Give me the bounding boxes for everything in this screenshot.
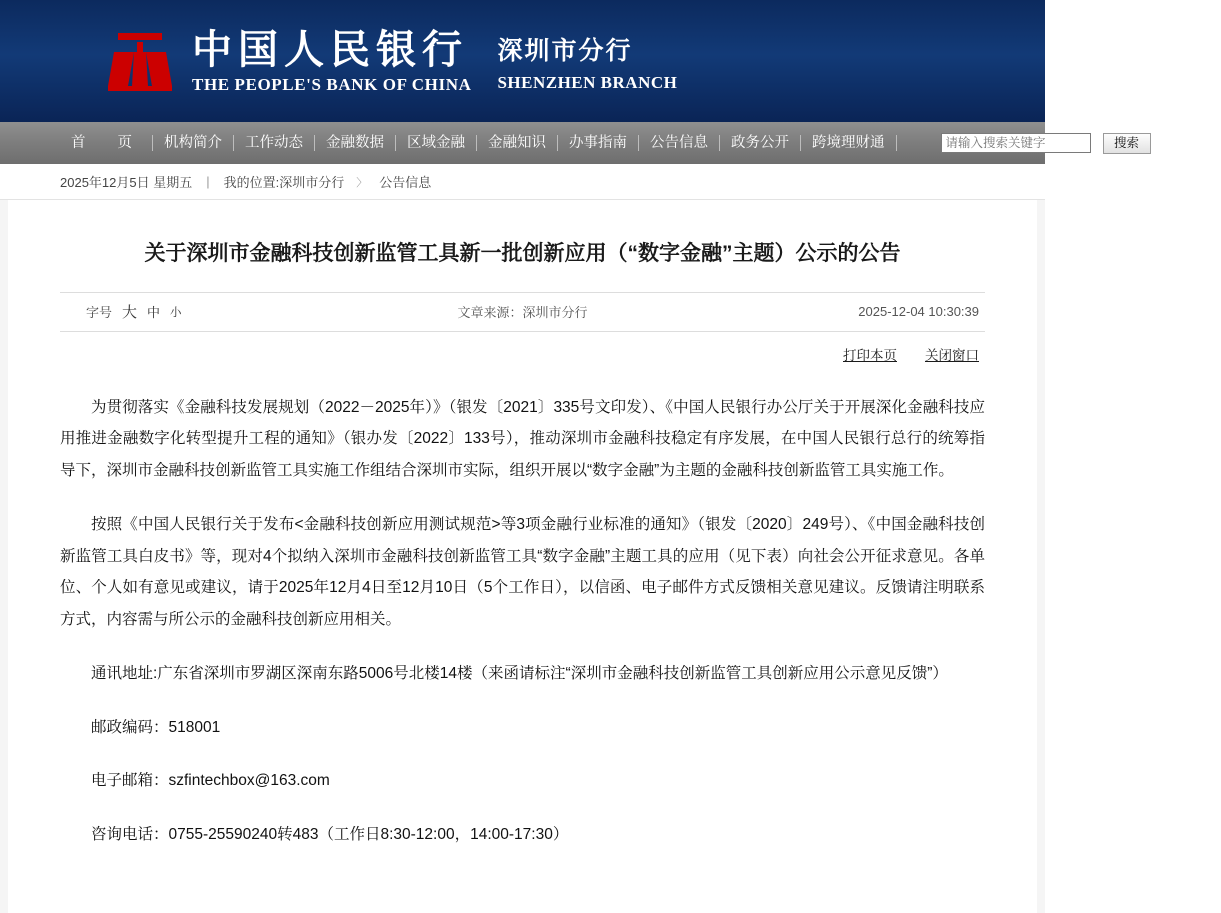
nav-item-announcements[interactable]: 公告信息 bbox=[639, 135, 720, 151]
article-paragraph-postcode: 邮政编码：518001 bbox=[91, 718, 221, 736]
article-paragraph: 为贯彻落实《金融科技发展规划（2022－2025年）》（银发〔2021〕335号文印发）、《中国人民银行办公厅关于开展深化金融科技应用推进金融数字化转型提升工程的通知》（银办发〔2022〕133号），推动深圳市金融科技稳定有序发展，在中国人民银行总行的统筹指导下，深圳市金融科技创新监管工具实施工作组结合深圳市实际，组织开展以“数字金融”为主题的金融科技创新监管工具实施工作。 bbox=[60, 398, 985, 480]
main-navigation bbox=[0, 122, 1221, 164]
nav-item-government-affairs[interactable]: 政务公开 bbox=[720, 135, 801, 151]
chevron-right-icon: 〉 bbox=[356, 176, 368, 189]
page-title: 关于深圳市金融科技创新监管工具新一批创新应用（“数字金融”主题）公示的公告 bbox=[144, 242, 901, 265]
article-tools bbox=[60, 332, 985, 376]
fontsize-medium-button[interactable]: 中 bbox=[147, 305, 161, 320]
fontsize-small-button[interactable]: 小 bbox=[170, 306, 182, 319]
article-body bbox=[60, 392, 985, 851]
breadcrumb-divider: | bbox=[206, 174, 210, 189]
site-header-banner bbox=[0, 0, 1045, 122]
article-source-value: 深圳市分行 bbox=[522, 305, 588, 320]
content-background bbox=[0, 200, 1045, 913]
nav-item-financial-data[interactable]: 金融数据 bbox=[315, 135, 396, 151]
advanced-search-link[interactable]: 高级搜索 bbox=[1164, 135, 1221, 151]
search-area bbox=[941, 133, 1221, 154]
breadcrumb-location-label: 我的位置: bbox=[223, 175, 280, 190]
nav-item-home[interactable]: 首 页 bbox=[60, 135, 153, 151]
breadcrumb-root-link[interactable]: 深圳市分行 bbox=[279, 175, 345, 190]
site-logo-en: THE PEOPLE'S BANK OF CHINA bbox=[192, 75, 472, 94]
fontsize-large-button[interactable]: 大 bbox=[122, 304, 138, 321]
article-source bbox=[365, 302, 680, 321]
nav-item-cross-border-wealth[interactable]: 跨境理财通 bbox=[801, 135, 897, 151]
branch-name-en: SHENZHEN BRANCH bbox=[497, 73, 678, 92]
nav-item-financial-knowledge[interactable]: 金融知识 bbox=[477, 135, 558, 151]
breadcrumb bbox=[0, 164, 1045, 200]
article-container bbox=[8, 200, 1037, 913]
article-paragraph-email: 电子邮箱：szfintechbox@163.com bbox=[91, 772, 330, 790]
article-meta-row bbox=[60, 292, 985, 332]
fontsize-controls bbox=[60, 301, 365, 322]
branch-name-cn: 深圳市分行 bbox=[497, 38, 633, 65]
article-paragraph-address: 通讯地址:广东省深圳市罗湖区深南东路5006号北楼14楼（来函请标注“深圳市金融科技创新监管工具创新应用公示意见反馈”） bbox=[91, 664, 948, 682]
search-input[interactable] bbox=[941, 133, 1091, 153]
search-button[interactable]: 搜索 bbox=[1103, 133, 1151, 154]
print-page-link[interactable]: 打印本页 bbox=[843, 347, 897, 363]
site-logo-cn: 中国人民银行 bbox=[192, 27, 468, 72]
article-paragraph-phone: 咨询电话：0755-25590240转483（工作日8:30-12:00，14:00-17:30） bbox=[91, 826, 569, 844]
close-window-link[interactable]: 关闭窗口 bbox=[925, 347, 979, 363]
article-datetime: 2025-12-04 10:30:39 bbox=[858, 304, 979, 319]
nav-item-guide[interactable]: 办事指南 bbox=[558, 135, 639, 151]
pbc-emblem-icon bbox=[104, 25, 176, 97]
nav-item-about[interactable]: 机构简介 bbox=[153, 135, 234, 151]
nav-item-news[interactable]: 工作动态 bbox=[234, 135, 315, 151]
article-source-label: 文章来源： bbox=[457, 305, 523, 320]
nav-item-regional-finance[interactable]: 区域金融 bbox=[396, 135, 477, 151]
article-paragraph: 按照《中国人民银行关于发布<金融科技创新应用测试规范>等3项金融行业标准的通知》（银发〔2020〕249号）、《中国金融科技创新监管工具白皮书》等，现对4个拟纳入深圳市金融科技创新监管工具“数字金融”主题工具的应用（见下表）向社会公开征求意见。各单位、个人如有意见或建议，请于2025年12月4日至12月10日（5个工作日），以信函、电子邮件方式反馈相关意见建议。反馈请注明联系方式，内容需与所公示的金融科技创新应用相关。 bbox=[60, 515, 985, 629]
breadcrumb-current: 公告信息 bbox=[379, 175, 432, 190]
fontsize-label: 字号 bbox=[86, 305, 113, 320]
current-date: 2025年12月5日 星期五 bbox=[60, 175, 193, 190]
